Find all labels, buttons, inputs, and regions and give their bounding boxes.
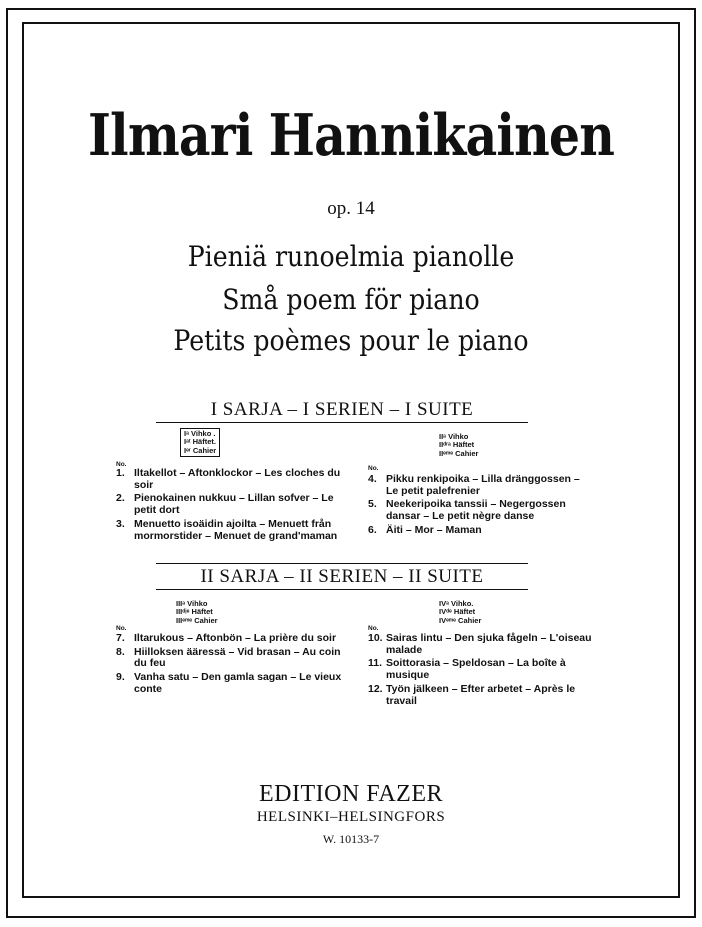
- list-item: [116, 468, 342, 491]
- list-item: [116, 672, 342, 695]
- item-number: 8.: [116, 645, 125, 658]
- suite-2-rule-top: [156, 563, 528, 564]
- item-title: Pienokainen nukkuu – Lillan sofver – Le petit dort: [134, 492, 334, 517]
- title-swedish: Små poem för piano: [222, 283, 480, 316]
- volume-line: IIᵈʳᵃ Häftet: [439, 440, 475, 450]
- volume-4-list: [368, 633, 594, 709]
- item-number: 5.: [368, 498, 377, 511]
- list-item: [116, 633, 342, 645]
- volume-line: IIIᵉᵐᵉ Cahier: [176, 615, 218, 625]
- plate-number: W. 10133-7: [322, 832, 380, 846]
- item-number: 4.: [368, 473, 377, 485]
- suite-1-rule: [156, 422, 528, 423]
- volume-4-label: [439, 600, 481, 625]
- list-item: [368, 633, 594, 656]
- composer-name: Ilmari Hannikainen: [87, 102, 615, 169]
- volume-line: IVᵈᵉ Häftet: [439, 607, 476, 617]
- volume-line: IVᵃ Vihko.: [439, 599, 474, 608]
- number-label: No.: [116, 461, 127, 468]
- volume-line: Iᵃᵗ Häftet.: [184, 437, 216, 447]
- item-title: Työn jälkeen – Efter arbetet – Après le travail: [386, 682, 576, 707]
- item-number: 10.: [368, 632, 383, 644]
- item-title: Sairas lintu – Den sjuka fågeln – L'oiseau malade: [386, 632, 592, 656]
- item-title: Vanha satu – Den gamla sagan – Le vieux conte: [134, 671, 342, 695]
- suite-2-rule: [156, 589, 528, 590]
- publisher-name: EDITION FAZER: [258, 781, 444, 807]
- item-number: 7.: [116, 632, 125, 644]
- list-item: [368, 525, 594, 537]
- title-finnish: Pieniä runoelmia pianolle: [187, 240, 515, 273]
- volume-line: IIᵉᵐᵉ Cahier: [439, 448, 479, 458]
- volume-1-list: [116, 468, 342, 544]
- volume-2-list: [368, 474, 594, 539]
- volume-line: IIIᵃ Vihko: [176, 599, 208, 608]
- list-item: [116, 519, 342, 542]
- list-item: [368, 474, 594, 497]
- list-item: [368, 684, 594, 707]
- volume-line: IVᵉᵐᵉ Cahier: [439, 615, 482, 625]
- item-number: 9.: [116, 671, 125, 684]
- item-title: Neekeripoika tanssii – Negergossen dansar – Le petit nègre danse: [386, 498, 566, 523]
- opus-number: op. 14: [327, 198, 375, 219]
- item-number: 1.: [116, 467, 125, 479]
- volume-line: IIᵃ Vihko: [439, 432, 469, 441]
- volume-3-list: [116, 633, 342, 698]
- title-french: Petits poèmes pour le piano: [173, 324, 529, 357]
- list-item: [116, 647, 342, 670]
- item-number: 3.: [116, 517, 125, 530]
- volume-line: Iᵃ Vihko .: [184, 429, 216, 438]
- item-title: Iltarukous – Aftonbön – La prière du soir: [134, 632, 337, 644]
- item-title: Soittorasia – Speldosan – La boîte à musique: [386, 657, 566, 682]
- item-number: 12.: [368, 682, 383, 695]
- volume-line: IIIᵈʲᵉ Häftet: [176, 607, 213, 617]
- item-title: Iltakellot – Aftonklockor – Les cloches du soir: [134, 467, 341, 491]
- volume-line: Iᵉʳ Cahier: [184, 445, 217, 455]
- item-number: 6.: [368, 523, 377, 536]
- item-title: Pikku renkipoika – Lilla dränggossen – Le petit palefrenier: [386, 473, 580, 497]
- item-title: Hiilloksen ääressä – Vid brasan – Au coin du feu: [134, 645, 341, 670]
- item-title: Menuetto isoäidin ajoilta – Menuett från mormorstider – Menuet de grand'maman: [134, 517, 338, 542]
- volume-1-label: [180, 428, 220, 457]
- number-label: No.: [368, 465, 379, 472]
- suite-1-heading: I SARJA – I SERIEN – I SUITE: [210, 399, 474, 420]
- list-item: [116, 493, 342, 516]
- suite-2-heading: II SARJA – II SERIEN – II SUITE: [200, 566, 484, 587]
- number-label: No.: [368, 625, 379, 632]
- item-title: Äiti – Mor – Maman: [386, 523, 482, 536]
- volume-2-label: [439, 433, 478, 458]
- list-item: [368, 658, 594, 681]
- list-item: [368, 499, 594, 522]
- publisher-city: HELSINKI–HELSINGFORS: [256, 809, 446, 825]
- volume-3-label: [176, 600, 218, 625]
- item-number: 11.: [368, 657, 383, 670]
- number-label: No.: [116, 625, 127, 632]
- item-number: 2.: [116, 492, 125, 505]
